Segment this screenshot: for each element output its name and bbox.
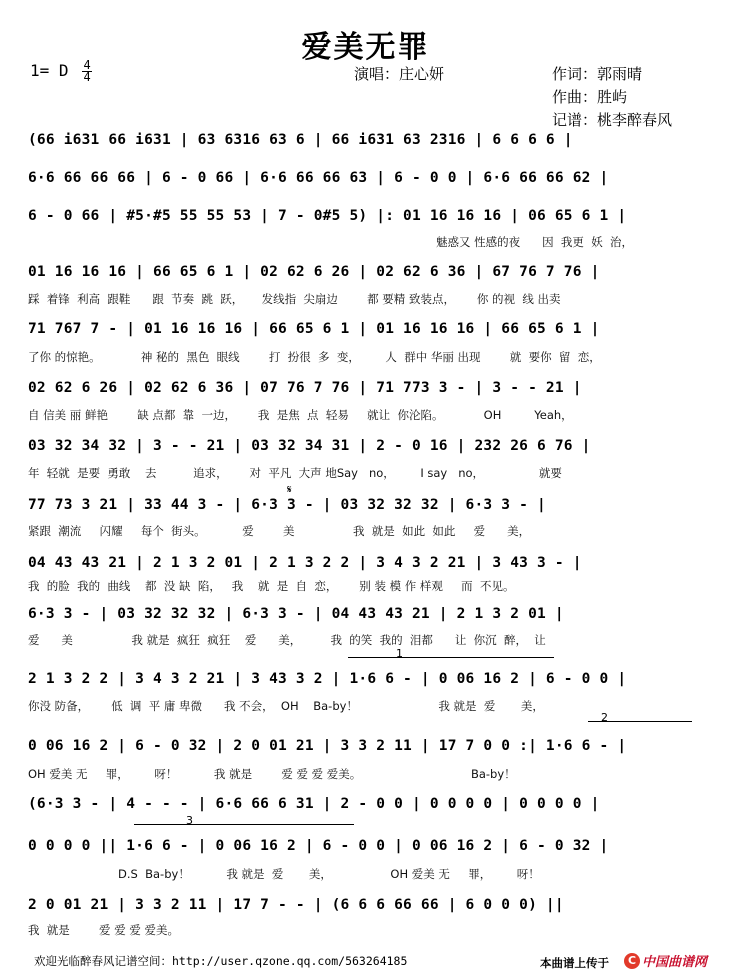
time-bottom: 4 [83,70,91,84]
lyric-line-8: 爱 美 我 就是 疯狂 疯狂 爱 美， 我 的笑 我的 泪都 让 你沉 醉， 让 [28,633,546,647]
notation-line-2: 6·6 66 66 66 | 6 - 0 66 | 6·6 66 66 63 | 6 - 0 0 | 6·6 66 66 62 | [28,170,609,186]
notation-line-3: 6 - 0 66 | #5·#5 55 55 53 | 7 - 0#5 5) |: 01 16 16 16 | 06 65 6 1 | [28,208,627,224]
transcriber-credit: 记谱：桃李醉春风 [552,111,673,129]
notation-line-12: 0 06 16 2 | 6 - 0 32 | 2 0 01 21 | 3 3 2 11 | 17 7 0 0 :| 1·6 6 - | [28,738,627,754]
song-title: 爱美无罪 [301,30,430,65]
footer-upload-text: 本曲谱上传于 [540,956,609,970]
lyric-line-6: 紧跟 潮流 闪耀 每个 街头。 爱 美 我 就是 如此 如此 爱 美， [28,524,531,538]
lyric-line-3: 了你 的惊艳。 神 秘的 黑色 眼线 打 扮很 多 变， 人 群中 华丽 出现 就 要你 留 恋， [28,350,601,364]
lyric-line-10: OH 爱美 无 罪， 呀！ 我 就是 爱 爱 爱 爱美。 Ba-by！ [28,767,516,781]
notation-line-1: (66 i631 66 i631 | 63 6316 63 6 | 66 i631 63 2316 | 6 6 6 6 | [28,132,573,148]
segno-icon: 𝄋 [287,483,292,496]
notation-line-13: (6·3 3 - | 4 - - - | 6·6 66 6 31 | 2 - 0 0 | 0 0 0 0 | 0 0 0 0 | [28,796,600,812]
key-label: 1= D [30,61,69,80]
volta-2-label: 2 [601,711,608,724]
time-top: 4 [83,58,91,72]
lyric-line-4: 自 信美 丽 鲜艳 缺 点都 靠 一边， 我 是焦 点 轻易 就让 你沦陷。 OH Yeah， [28,408,573,422]
lyricist-credit: 作词：郭雨晴 [552,65,643,83]
volta-3-bracket [134,824,354,825]
notation-line-4: 01 16 16 16 | 66 65 6 1 | 02 62 6 26 | 02 62 6 36 | 67 76 7 76 | [28,264,600,280]
notation-line-11: 2 1 3 2 2 | 3 4 3 2 21 | 3 43 3 2 | 1·6 6 - | 0 06 16 2 | 6 - 0 0 | [28,671,627,687]
lyric-line-1: 魅惑又 性感的夜 因 我更 妖 治， [436,235,634,249]
lyric-line-12: 我 就是 爱 爱 爱 爱美。 [28,923,180,937]
notation-line-10: 6·3 3 - | 03 32 32 32 | 6·3 3 - | 04 43 43 21 | 2 1 3 2 01 | [28,606,564,622]
volta-1-label: 1 [396,647,403,660]
composer-credit: 作曲：胜屿 [552,88,628,106]
volta-3-label: 3 [186,814,193,827]
volta-1-bracket [348,657,554,658]
notation-line-5: 71 767 7 - | 01 16 16 16 | 66 65 6 1 | 01 16 16 16 | 66 65 6 1 | [28,321,600,337]
lyric-line-2: 踩 着锋 利高 跟鞋 跟 节奏 跳 跃， 发线指 尖扇边 都 要精 致装点， 你 的视 线 出卖 [28,292,561,306]
notation-line-9: 04 43 43 21 | 2 1 3 2 01 | 2 1 3 2 2 | 3 4 3 2 21 | 3 43 3 - | [28,555,582,571]
logo-text: 中国曲谱网 [642,955,708,970]
notation-line-7: 03 32 34 32 | 3 - - 21 | 03 32 34 31 | 2 - 0 16 | 232 26 6 76 | [28,438,591,454]
site-logo[interactable] [624,951,707,970]
notation-line-6: 02 62 6 26 | 02 62 6 36 | 07 76 7 76 | 71 773 3 - | 3 - - 21 | [28,380,582,396]
footer-visit-text: 欢迎光临醉春风记谱空间：http://user.qzone.qq.com/563264185 [34,954,408,968]
notation-line-14: 0 0 0 0 || 1·6 6 - | 0 06 16 2 | 6 - 0 0 | 0 06 16 2 | 6 - 0 32 | [28,838,609,854]
logo-mark-icon: C [624,953,640,969]
lyric-line-9: 你没 防备， 低 调 平 庸 卑微 我 不会， OH Ba-by！ 我 就是 爱 美， [28,699,544,713]
lyric-line-7: 我 的脸 我的 曲线 都 没 缺 陷， 我 就 是 自 恋， 别 装 模 作 样观 而 不见。 [28,579,515,593]
notation-line-15: 2 0 01 21 | 3 3 2 11 | 17 7 - - | (6 6 6 66 66 | 6 0 0 0) || [28,897,564,913]
lyric-line-5: 年 轻就 是要 勇敢 去 追求， 对 平凡 大声 地Say no， I say no， 就要 [28,466,562,480]
singer-credit: 演唱：庄心妍 [354,65,445,83]
key-signature [30,60,92,83]
lyric-line-11: D.S Ba-by！ 我 就是 爱 美， OH 爱美 无 罪， 呀！ [118,867,540,881]
notation-line-8: 77 73 3 21 | 33 44 3 - | 6·3 3 - | 03 32 32 32 | 6·3 3 - | [28,497,546,513]
time-signature [82,60,92,83]
